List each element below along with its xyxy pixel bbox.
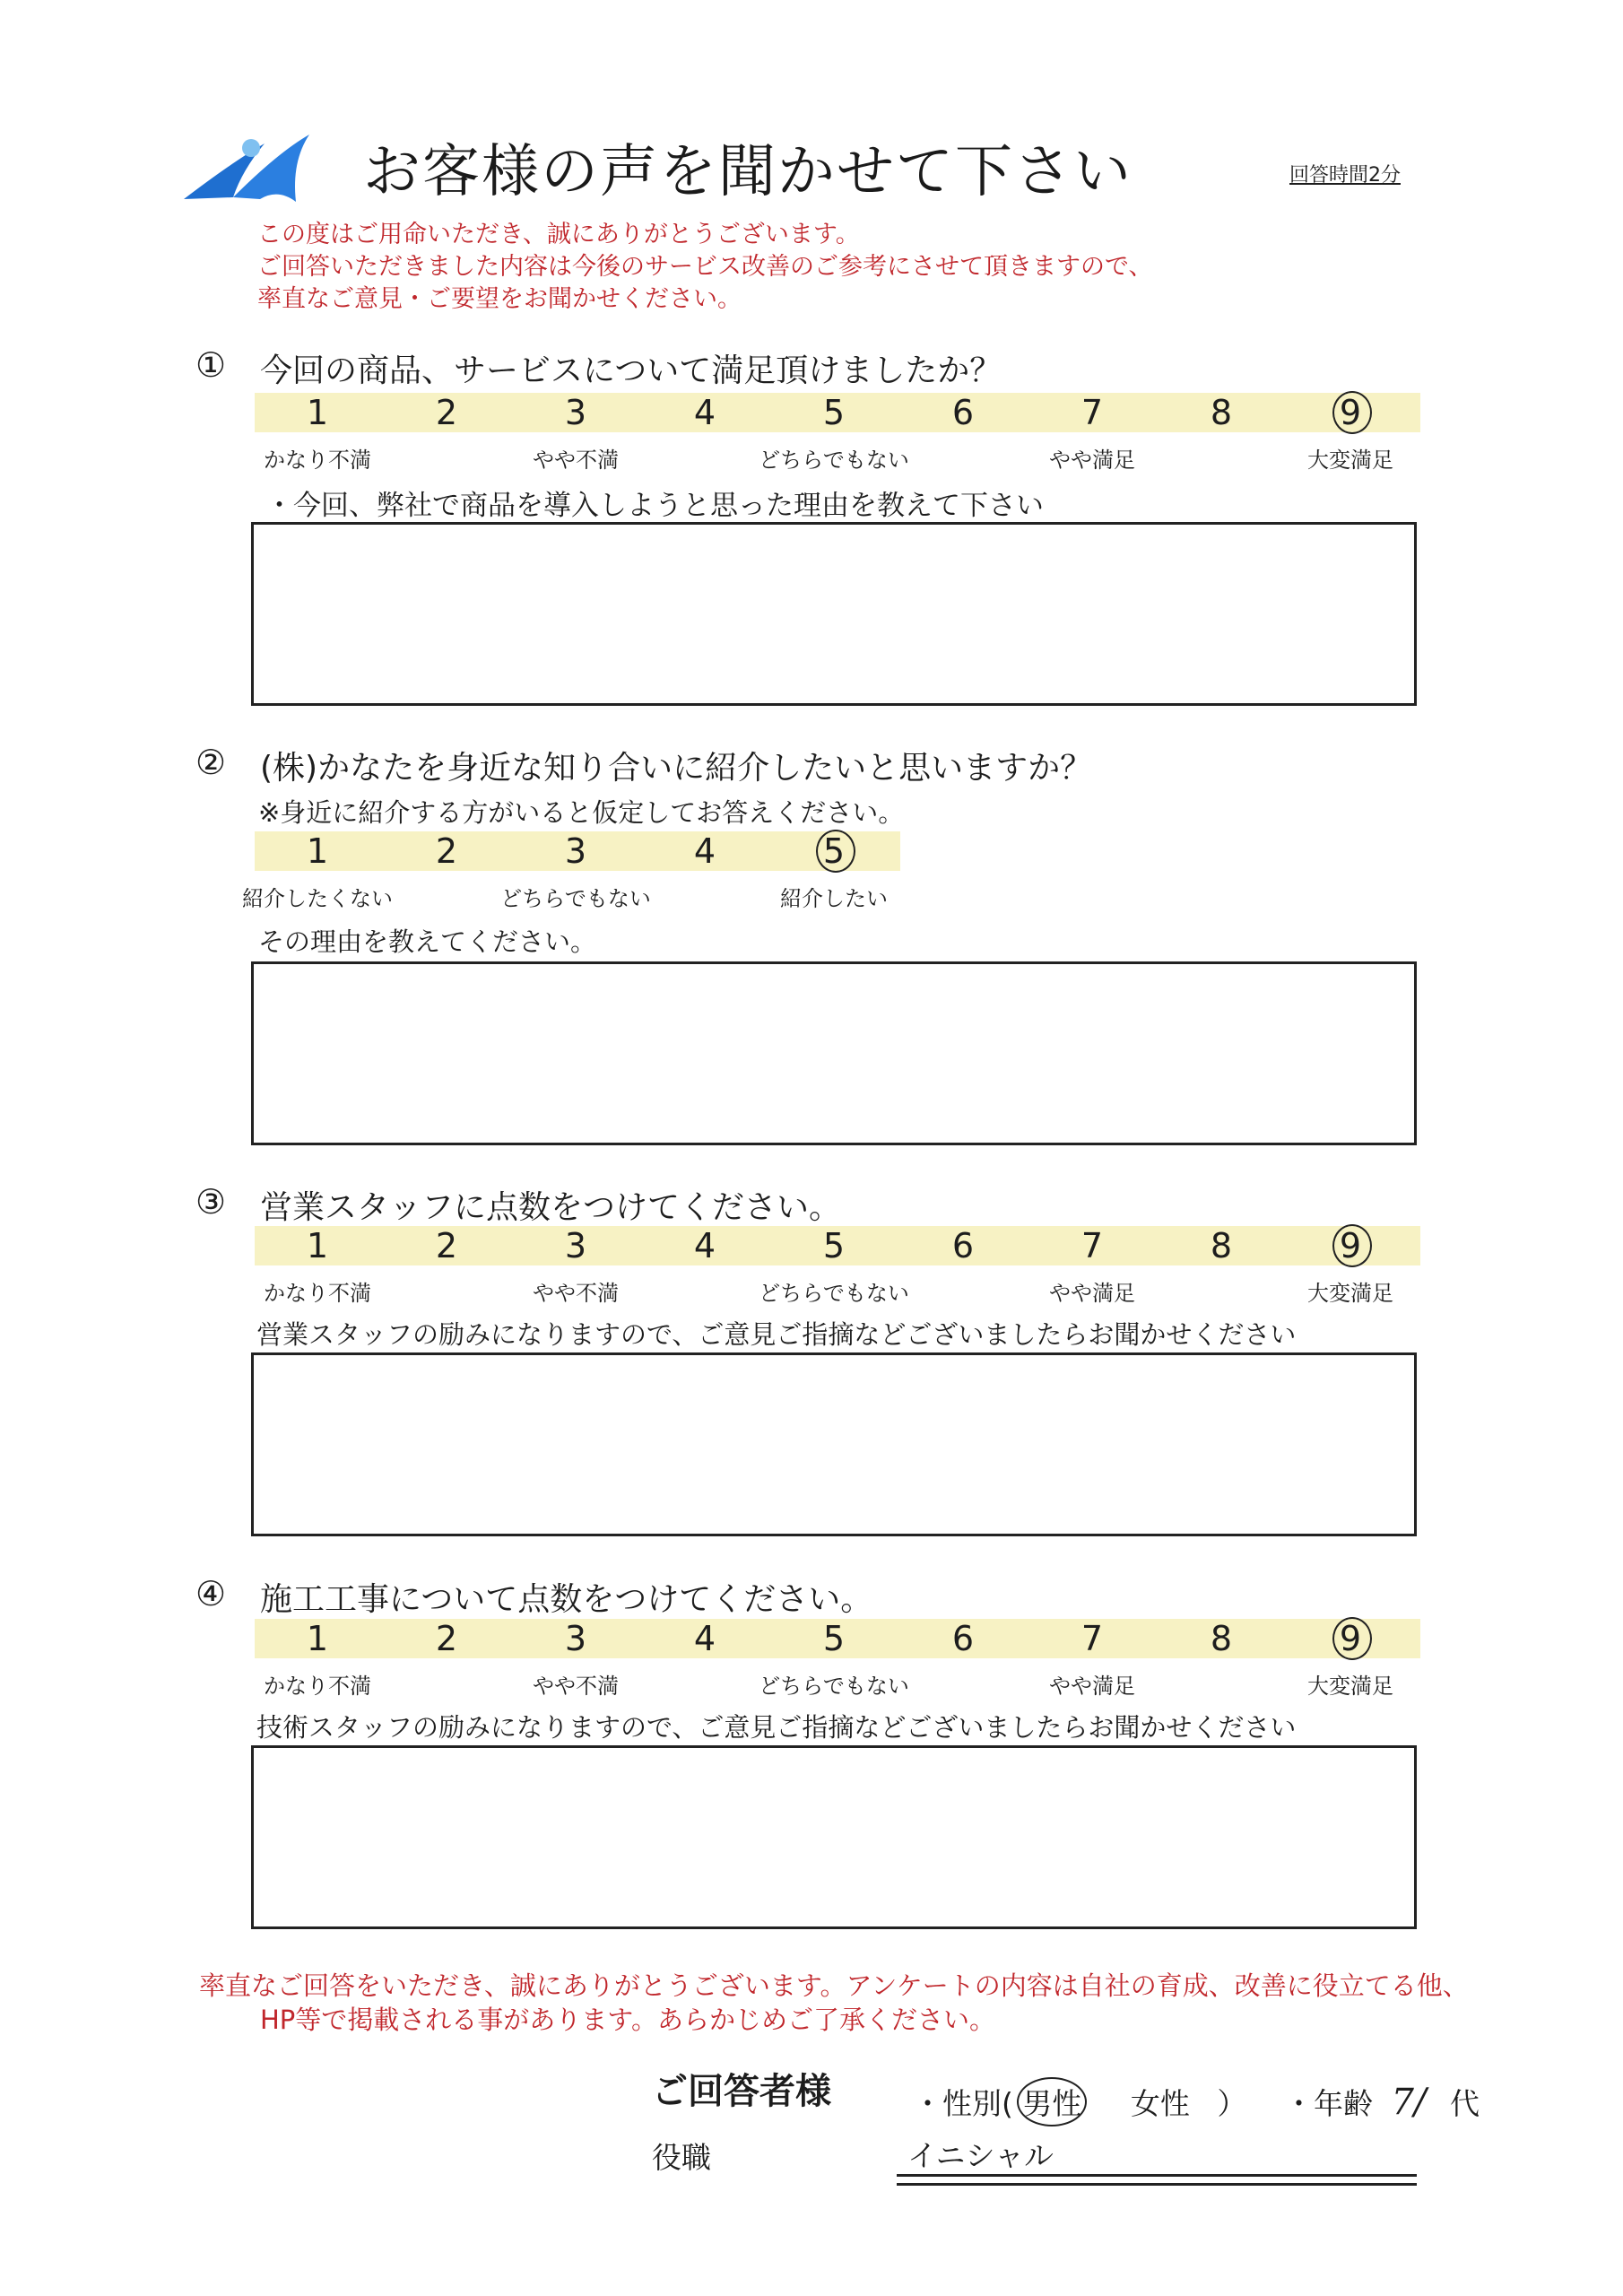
initial-underline [897, 2174, 1417, 2177]
closing-line: HP等で掲載される事があります。あらかじめご了承ください。 [260, 2005, 995, 2035]
page-title: お客様の声を聞かせて下さい [363, 139, 1133, 205]
scale-label: 大変満足 [1307, 448, 1393, 473]
rating-option-1[interactable]: 1 [306, 831, 329, 871]
rating-option-1[interactable]: 1 [306, 1226, 329, 1265]
rating-option-4[interactable]: 4 [693, 1619, 716, 1658]
question-prompt: ・今回、弊社で商品を導入しようと思った理由を教えて下さい [265, 490, 1044, 522]
rating-option-7[interactable]: 7 [1081, 1619, 1104, 1658]
respondent-title: ご回答者様 [652, 2071, 831, 2112]
rating-option-9-selected[interactable]: 9 [1324, 1619, 1377, 1658]
rating-option-5[interactable]: 5 [822, 1226, 846, 1265]
scale-label: やや満足 [1049, 1281, 1135, 1306]
rating-option-2[interactable]: 2 [435, 1226, 458, 1265]
question-text: 営業スタッフに点数をつけてください。 [260, 1189, 842, 1226]
question-number: ③ [195, 1182, 227, 1222]
rating-option-9-selected[interactable]: 9 [1324, 1226, 1377, 1265]
scale-label: どちらでもない [500, 886, 651, 911]
gender-label: ・性別( [913, 2086, 1013, 2121]
closing-note [199, 1969, 1469, 2037]
intro-text [257, 219, 1152, 316]
gender-close: ） [1217, 2086, 1247, 2121]
age-label: ・年齢 [1284, 2086, 1373, 2121]
rating-option-5[interactable]: 5 [822, 1619, 846, 1658]
time-note: 回答時間2分 [1289, 164, 1401, 187]
gender-female[interactable]: 女性 [1130, 2086, 1190, 2121]
initial-label: イニシャル [907, 2138, 1055, 2173]
answer-box[interactable] [251, 1745, 1417, 1929]
intro-line: 率直なご意見・ご要望をお聞かせください。 [257, 285, 742, 313]
rating-option-4[interactable]: 4 [693, 393, 716, 432]
rating-option-6[interactable]: 6 [951, 393, 975, 432]
rating-option-4[interactable]: 4 [693, 1226, 716, 1265]
scale-label: かなり不満 [264, 1674, 371, 1699]
age-unit: 代 [1449, 2086, 1480, 2121]
question-text: 今回の商品、サービスについて満足頂けましたか？ [260, 352, 1002, 389]
scale-label: やや満足 [1049, 1674, 1135, 1699]
rating-option-3[interactable]: 3 [564, 831, 587, 871]
rating-option-2[interactable]: 2 [435, 831, 458, 871]
rating-option-4[interactable]: 4 [693, 831, 716, 871]
rating-option-8[interactable]: 8 [1210, 1226, 1233, 1265]
company-logo [179, 126, 314, 206]
scale-label: 紹介したい [780, 886, 888, 911]
question-number: ① [195, 345, 227, 385]
answer-box[interactable] [251, 961, 1417, 1145]
scale-label: かなり不満 [264, 1281, 371, 1306]
intro-line: ご回答いただきました内容は今後のサービス改善のご参考にさせて頂きますので、 [257, 253, 1153, 281]
rating-option-5[interactable]: 5 [822, 393, 846, 432]
scale-label: どちらでもない [759, 448, 909, 473]
question-prompt: 営業スタッフの励みになりますので、ご意見ご指摘などございましたらお聞かせください [256, 1319, 1297, 1350]
gender-male-selected[interactable]: 男性 [1022, 2081, 1081, 2123]
scale-label: やや不満 [533, 1674, 619, 1699]
question-note: ※身近に紹介する方がいると仮定してお答えください。 [258, 797, 905, 828]
scale-label: 大変満足 [1307, 1674, 1393, 1699]
logo-dot [242, 139, 260, 157]
scale-label: やや満足 [1049, 448, 1135, 473]
rating-option-1[interactable]: 1 [306, 393, 329, 432]
age-field[interactable] [1284, 2081, 1480, 2123]
scale-label: 紹介したくない [242, 886, 393, 911]
rating-option-7[interactable]: 7 [1081, 1226, 1104, 1265]
question-number: ② [195, 743, 227, 782]
question-text: 施工工事について点数をつけてください。 [260, 1581, 873, 1618]
rating-option-3[interactable]: 3 [564, 1226, 587, 1265]
scale-label: どちらでもない [759, 1281, 909, 1306]
question-text: (株)かなたを身近な知り合いに紹介したいと思いますか？ [260, 750, 1093, 787]
rating-option-9-selected[interactable]: 9 [1324, 393, 1377, 432]
rating-option-8[interactable]: 8 [1210, 393, 1233, 432]
scale-label: どちらでもない [759, 1674, 909, 1699]
answer-box[interactable] [251, 1352, 1417, 1536]
rating-option-6[interactable]: 6 [951, 1619, 975, 1658]
question-prompt: 技術スタッフの励みになりますので、ご意見ご指摘などございましたらお聞かせください [256, 1712, 1297, 1743]
scale-label: 大変満足 [1307, 1281, 1393, 1306]
rating-option-8[interactable]: 8 [1210, 1619, 1233, 1658]
age-value[interactable]: 7/ [1391, 2082, 1427, 2123]
rating-option-7[interactable]: 7 [1081, 393, 1104, 432]
question-number: ④ [195, 1574, 227, 1613]
question-prompt: その理由を教えてください。 [258, 926, 597, 957]
intro-line: この度はご用命いただき、誠にありがとうございます。 [257, 221, 860, 248]
gender-field[interactable] [913, 2081, 1246, 2123]
rating-option-2[interactable]: 2 [435, 1619, 458, 1658]
position-label: 役職 [652, 2140, 711, 2175]
rating-option-5-selected[interactable]: 5 [807, 831, 861, 871]
closing-line: 率直なご回答をいただき、誠にありがとうございます。アンケートの内容は自社の育成、改善に役立てる他、 [199, 1970, 1469, 2001]
rating-option-3[interactable]: 3 [564, 1619, 587, 1658]
scale-label: やや不満 [533, 1281, 619, 1306]
rating-option-2[interactable]: 2 [435, 393, 458, 432]
rating-option-1[interactable]: 1 [306, 1619, 329, 1658]
rating-option-3[interactable]: 3 [564, 393, 587, 432]
rating-option-6[interactable]: 6 [951, 1226, 975, 1265]
answer-box[interactable] [251, 522, 1417, 706]
initial-underline-2 [897, 2183, 1417, 2186]
scale-label: やや不満 [533, 448, 619, 473]
scale-label: かなり不満 [264, 448, 371, 473]
